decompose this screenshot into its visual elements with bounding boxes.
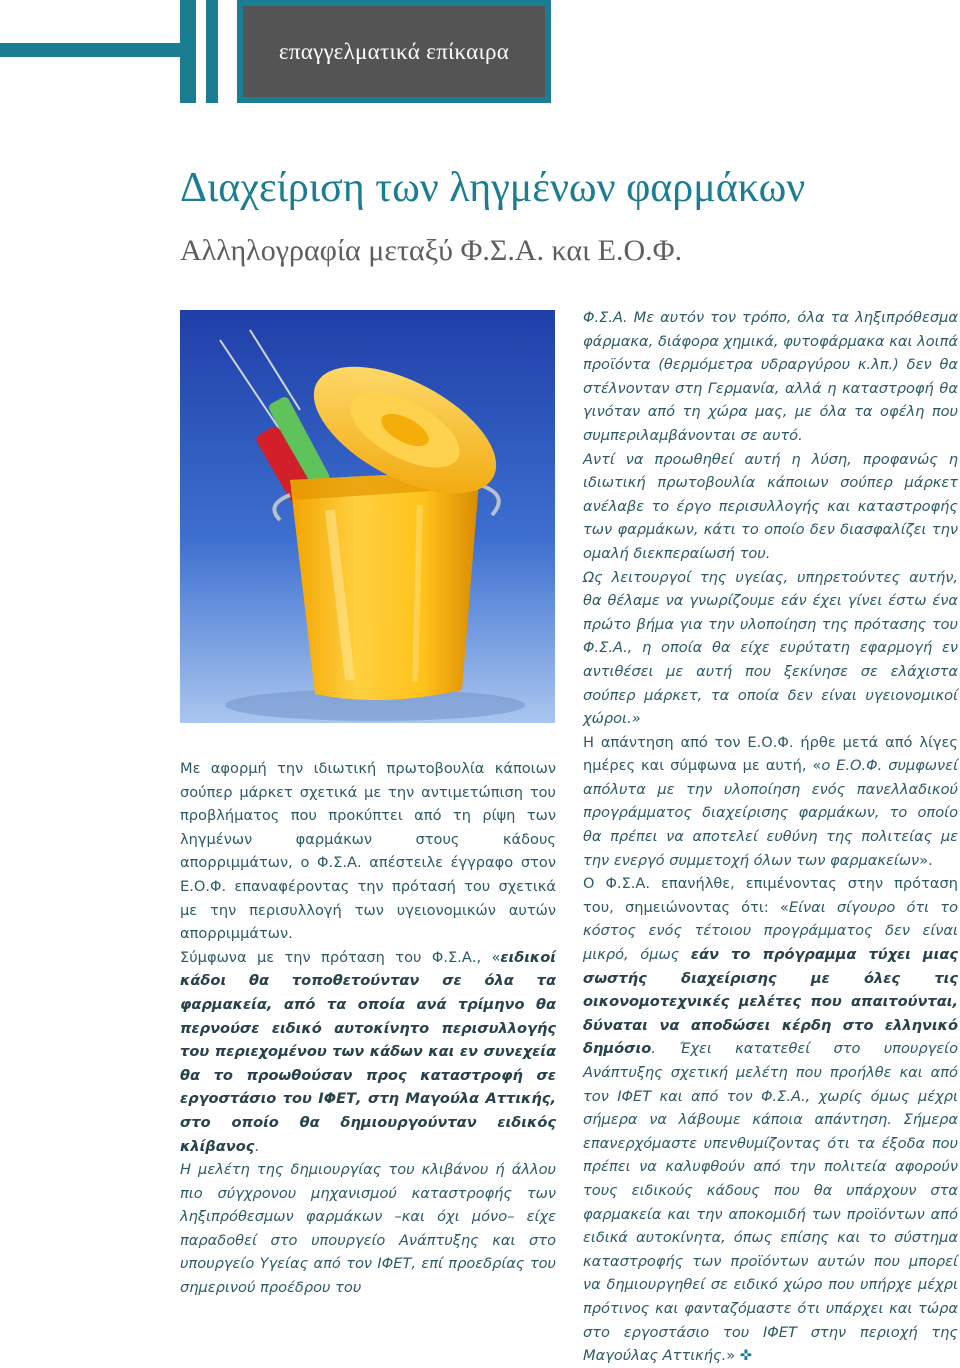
- section-label: επαγγελματικά επίκαιρα: [278, 38, 510, 64]
- medical-waste-bin-image: [180, 310, 555, 723]
- paragraph: Η μελέτη της δημιουργίας του κλιβάνου ή άλλου πιο σύγχρονου μηχανισμού καταστροφής των ληξιπρόθεσμων φαρμάκων –και όχι μόνο– είχε παραδοθεί στο υπουργείο Ανάπτυξης και στο υπουργείο Υγείας από τον ΙΦΕΤ, επί προεδρίας του σημερινού προέδρου του: [180, 1161, 556, 1297]
- text-run: .: [254, 1137, 260, 1155]
- article-photo: [180, 310, 555, 723]
- text-run: Σύμφωνα με την πρόταση του Φ.Σ.Α., «: [180, 948, 501, 966]
- article-subtitle: Αλληλογραφία μεταξύ Φ.Σ.Α. και Ε.Ο.Φ.: [180, 234, 683, 267]
- paragraph: Με αφορμή την ιδιωτική πρωτοβουλία κάποιων σούπερ μάρκετ σχετικά με την αντιμετώπιση του προβλήματος που προκύπτει από τη ρίψη των ληγμένων φαρμάκων στους κάδους απορριμμάτων, ο Φ.Σ.Α. απέστειλε έγγραφο στον Ε.Ο.Φ. επαναφέροντας την πρότασή του σχετικά με την περισυλλογή των υγειονομικών αυτών απορριμμάτων.: [180, 760, 556, 943]
- paragraph: [180, 946, 556, 1158]
- paragraph: [583, 872, 958, 1367]
- section-header-box: [237, 0, 551, 103]
- bold-italic-quote: εάν το πρόγραμμα τύχει μιας σωστής διαχείρισης με όλες τις οικονομοτεχνικές μελέτες που απαιτούνται, δύναται να αποδώσει κέρδη στο ελληνικό δημόσιο: [583, 946, 959, 1058]
- paragraph: Ως λειτουργοί της υγείας, υπηρετούντες αυτήν, θα θέλαμε να γνωρίζουμε εάν έχει γίνει έστω ένα πρώτο βήμα για την υλοποίηση της πρότασης του Φ.Σ.Α., η οποία θα είχε ευρύτατη εφαρμογή εν αντιθέσει με αυτή που ξεκίνησε σε ελάχιστα σούπερ μάρκετ, τα οποία δεν είναι υγειονομικοί χώροι.»: [583, 568, 958, 728]
- header-rule-line: [0, 43, 182, 57]
- left-text-column: [180, 757, 556, 1300]
- section-header-inner: [243, 6, 545, 97]
- paragraph: Αντί να προωθηθεί αυτή η λύση, προφανώς η ιδιωτική πρωτοβουλία κάποιων σούπερ μάρκετ ανέλαβε το έργο περισυλλογής και καταστροφής των φαρμάκων, κάτι το οποίο δεν διασφαλίζει την ομαλή διεκπεραίωσή του.: [583, 450, 958, 562]
- italic-quote: ο Ε.Ο.Φ. συμφωνεί απόλυτα με την υλοποίηση ενός πανελλαδικού προγράμματος διαχείρισης φαρμάκων, το οποίο θα πρέπει να αποτελεί ευθύνη της πολιτείας με την ενεργό συμμετοχή όλων των φαρμακείων: [583, 757, 959, 869]
- header-accent-bar: [206, 0, 218, 103]
- text-run: Η απάντηση από τον Ε.Ο.Φ. ήρθε μετά από λίγες ημέρες και σύμφωνα με αυτή, «: [583, 733, 958, 775]
- article-title: Διαχείριση των ληγμένων φαρμάκων: [180, 165, 806, 211]
- text-run: »: [726, 1347, 736, 1365]
- italic-quote: . Έχει κατατεθεί στο υπουργείο Ανάπτυξης σχετική μελέτη που προήλθε και από τον ΙΦΕΤ και από τον Φ.Σ.Α., χωρίς όμως μέχρι σήμερα να λάβουμε κάποια απάντηση. Σήμερα επανερχόμαστε υπενθυμίζοντας ότι τα έξοδα που πρέπει να καλυφθούν από την πολιτεία αφορούν τους ειδικούς κάδους που θα υπάρχουν στα φαρμακεία και την αποκομιδή των προϊόντων από ειδικά αυτοκίνητα, όπως επίσης και το σύστημα καταστροφής των προϊόντων αυτών που μπορεί να δημιουργηθεί σε ειδικό χώρο που υπήρχε μέχρι πρότινος και φανταζόμαστε ότι υπάρχει και τώρα στο εργοστάσιο του ΙΦΕΤ στην περιοχή της Μαγούλας Αττικής.: [583, 1040, 958, 1365]
- paragraph: Φ.Σ.Α. Με αυτόν τον τρόπο, όλα τα ληξιπρόθεσμα φάρμακα, διάφορα χημικά, φυτοφάρμακα και λοιπά προϊόντα (θερμόμετρα υδραργύρου κ.λπ.) δεν θα στέλνονταν στη Γερμανία, αλλά η καταστροφή θα γινόταν από τη χώρα μας, με όλα τα οφέλη που συμπεριλαμβάνονται σε αυτό.: [583, 309, 958, 444]
- paragraph: [583, 731, 958, 873]
- end-mark-icon: ✜: [739, 1347, 753, 1365]
- italic-quote: Είναι σίγουρο ότι το κόστος ενός τέτοιου προγράμματος δεν είναι μικρό, όμως: [583, 898, 959, 964]
- text-run: ».: [919, 851, 933, 869]
- bold-italic-quote: ειδικοί κάδοι θα τοποθετούνταν σε όλα τα φαρμακεία, από τα οποία ανά τρίμηνο θα περνούσε ειδικό αυτοκίνητο περισυλλογής του περιεχομένου των κάδων και εν συνεχεία θα το προωθούσαν προς καταστροφή σε εργοστάσιο του ΙΦΕΤ, στη Μαγούλα Αττικής, στο οποίο θα δημιουργούνταν ειδικός κλίβανος: [180, 948, 556, 1155]
- right-text-column: [583, 306, 958, 1368]
- text-run: Ο Φ.Σ.Α. επανήλθε, επιμένοντας στην πρόταση του, σημειώνοντας ότι: «: [583, 875, 958, 916]
- header-accent-bar: [180, 0, 196, 103]
